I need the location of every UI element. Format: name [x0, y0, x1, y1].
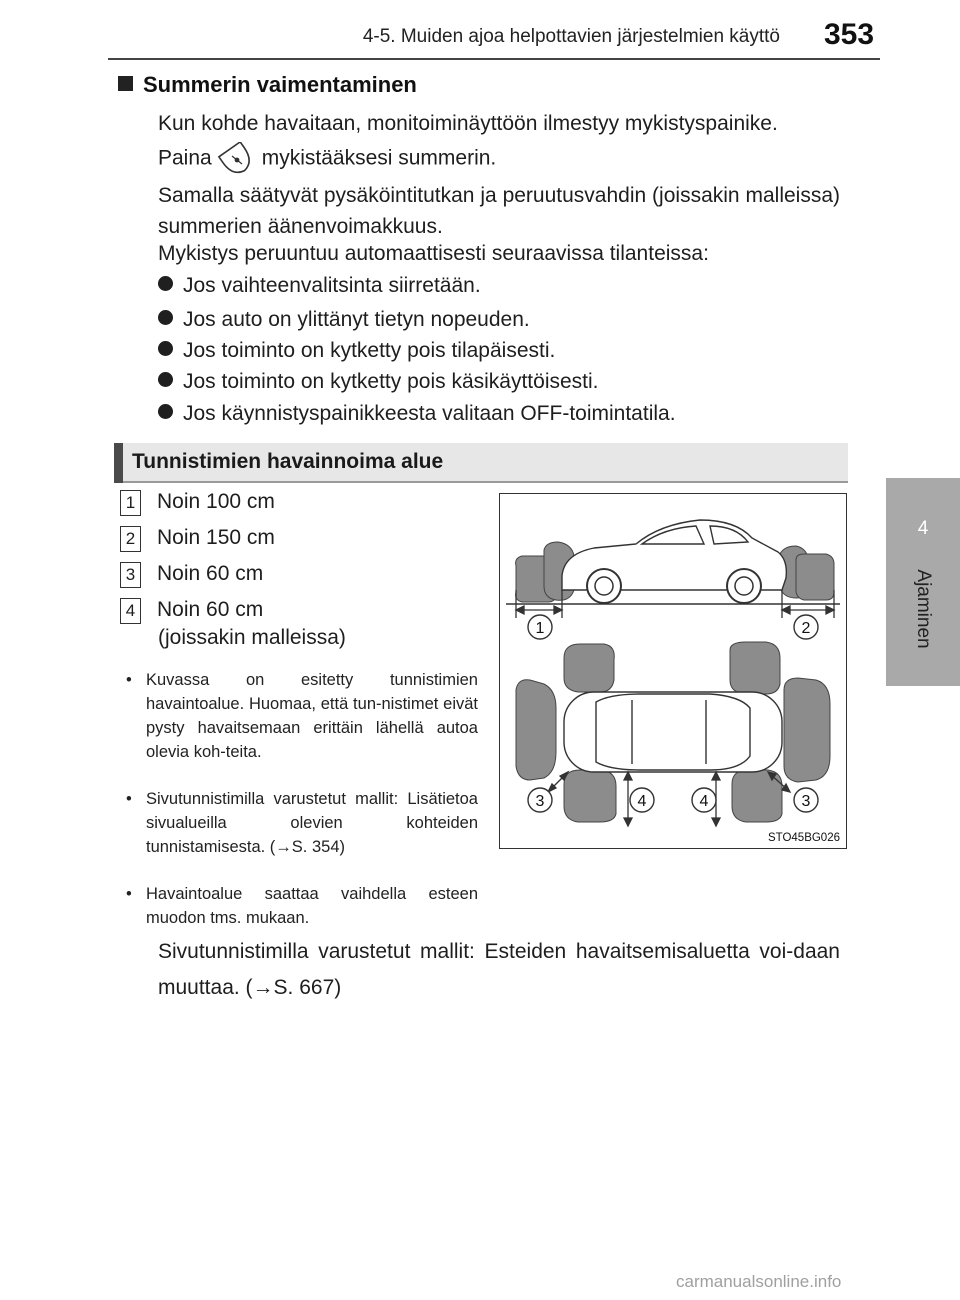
list-item: Jos toiminto on kytketty pois tilapäisesti.: [158, 339, 555, 363]
chapter-number: 4: [917, 518, 929, 539]
figure-code: STO45BG026: [767, 832, 840, 844]
bottom-paragraph: Sivutunnistimilla varustetut mallit: Esteiden havaitsemisaluetta voi-daan muuttaa. (→S. 667): [158, 940, 840, 999]
mute-paragraph-1: Kun kohde havaitaan, monitoiminäyttöön ilmestyy mykistyspainike.: [158, 112, 778, 135]
mute-paragraph-2: [158, 142, 840, 176]
page-number: 353: [824, 18, 875, 51]
car-top-view: [564, 692, 782, 772]
number-box: 1: [120, 490, 141, 516]
list-item: Jos toiminto on kytketty pois käsikäyttöisesti.: [158, 370, 599, 394]
note-2: • Sivutunnistimilla varustetut mallit: Lisätietoa sivualueilla olevien kohteiden tunnistamisesta. (→S. 354): [120, 787, 478, 859]
square-bullet-icon: [118, 76, 133, 91]
label-3-left: 3: [535, 793, 545, 810]
section-accent: [114, 443, 123, 483]
label-2: 2: [801, 620, 811, 637]
mute-paragraph-3: Samalla säätyvät pysäköintitutkan ja peruutusvahdin (joissakin malleissa) summerien äänenvoimakkuus.: [158, 184, 840, 238]
label-3-right: 3: [801, 793, 811, 810]
range-item-2: 2 Noin 150 cm: [120, 526, 275, 552]
range-item-4-note: (joissakin malleissa): [158, 626, 346, 649]
diagram-illustration: [500, 494, 845, 847]
section-header-bar: [114, 443, 848, 483]
mute-paragraph-4: Mykistys peruuntuu automaattisesti seuraavissa tilanteissa:: [158, 242, 709, 265]
range-item-4: 4 Noin 60 cm: [120, 598, 263, 624]
sensor-range-diagram: [499, 493, 847, 849]
mute-button-icon: [216, 142, 258, 176]
range-item-3: 3 Noin 60 cm: [120, 562, 263, 588]
label-1: 1: [535, 620, 545, 637]
note-1: • Kuvassa on esitetty tunnistimien havaintoalue. Huomaa, että tun-nistimet eivät pysty havaitsemaan erittäin lähellä autoa olevia koh-teita.: [120, 668, 478, 764]
range-item-1: 1 Noin 100 cm: [120, 490, 275, 516]
watermark: carmanualsonline.info: [676, 1272, 842, 1291]
press-text: Paina: [158, 146, 212, 170]
sensor-zone-front: [796, 554, 834, 600]
running-header: 4-5. Muiden ajoa helpottavien järjestelmien käyttö: [362, 26, 780, 47]
header-divider: [108, 58, 880, 60]
bullet-icon: [158, 372, 173, 387]
list-item: Jos auto on ylittänyt tietyn nopeuden.: [158, 308, 530, 332]
bullet-icon: [158, 276, 173, 291]
number-box: 4: [120, 598, 141, 624]
note-bullet: •: [126, 790, 132, 808]
number-box: 2: [120, 526, 141, 552]
mute-heading: [118, 72, 417, 98]
bullet-icon: [158, 404, 173, 419]
note-3: • Havaintoalue saattaa vaihdella esteen muodon tms. mukaan.: [120, 882, 478, 930]
bullet-icon: [158, 341, 173, 356]
note-bullet: •: [126, 885, 132, 903]
mute-heading-text: Summerin vaimentaminen: [143, 72, 417, 97]
note-bullet: •: [126, 671, 132, 689]
mute-text: mykistääksesi summerin.: [261, 146, 497, 170]
list-item: Jos käynnistyspainikkeesta valitaan OFF-toimintatila.: [158, 402, 676, 426]
number-box: 3: [120, 562, 141, 588]
section-title: Tunnistimien havainnoima alue: [132, 450, 444, 473]
chapter-label: Ajaminen: [913, 569, 934, 649]
label-4-right: 4: [699, 793, 709, 810]
bullet-icon: [158, 310, 173, 325]
list-item: Jos vaihteenvalitsinta siirretään.: [158, 274, 481, 298]
label-4-left: 4: [637, 793, 647, 810]
